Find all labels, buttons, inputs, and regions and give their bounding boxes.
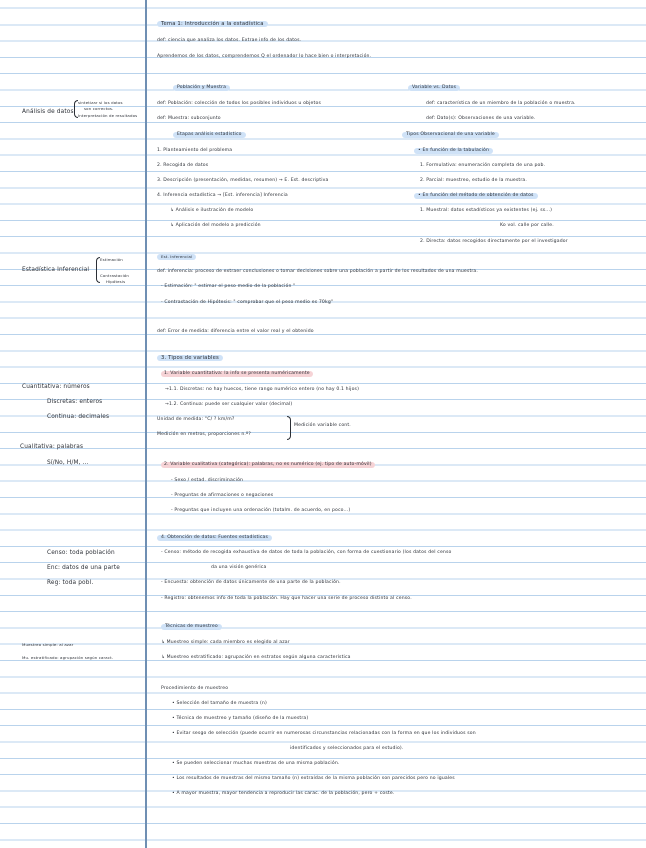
note-line: 3. Tipos de variables: [157, 355, 223, 361]
note-line: • A mayor muestra, mayor tendencia a reproducir las carac. de la población, pero + coste.: [172, 791, 395, 796]
brace-medicion: [287, 416, 291, 440]
margin-line: [145, 0, 147, 848]
note-line: →1.1. Discretas: no hay huecos, tiene rango numérico entero (no hay 0.1 hijos): [165, 387, 360, 392]
note-line: 4. Inferencia estadística → [Est. inferencia] Inferencia: [157, 193, 288, 198]
margin-note-line: Muestreo simple: al azar: [22, 642, 74, 647]
note-line: Técnicas de muestreo: [161, 624, 222, 630]
note-line: 3. Descripción (presentación, medidas, resumen) → E. Est. descriptiva: [157, 178, 329, 183]
note-line: 1. Planteamiento del problema: [157, 148, 233, 153]
margin-note-line: Continua: decimales: [47, 414, 110, 420]
note-line: Medición en metros, proporciones n.º?: [157, 432, 251, 437]
note-line: def: Población: colección de todos los posibles individuos u objetos: [157, 101, 321, 106]
note-line: 1. Variable cuantitativa: la info se presenta numéricamente: [161, 371, 313, 377]
note-line: →1.2. Continua: puede ser cualquier valor (decimal): [165, 402, 293, 407]
note-line: - Sexo / estad. discriminación: [171, 478, 244, 483]
note-line: Etapas análisis estadístico: [173, 132, 246, 138]
note-line: Tipos Observacional de una variable: [402, 132, 499, 138]
note-line: • En función de la tabulación: [414, 148, 493, 154]
margin-note-line: Enc: datos de una parte: [47, 565, 120, 571]
margin-note-line: Contrastación: [100, 273, 130, 278]
note-line: da una visión genérica: [211, 565, 267, 570]
note-line: 2. Variable cualitativa (categórica): palabras, no es numérico (ej. tipo de auto-móvil): [161, 462, 375, 468]
note-line: def: ciencia que analiza los datos. Extrae info de los datos.: [157, 38, 302, 43]
note-line: • Técnica de muestreo y tamaño (diseño de la muestra): [172, 716, 309, 721]
margin-note-line: Cuantitativa: números: [22, 384, 90, 390]
note-line: 4. Obtención de datos: Fuentes estadísticas: [157, 535, 272, 541]
note-line: - Preguntas que incluyen una ordenación (totalm. de acuerdo, en poco...): [171, 508, 351, 513]
margin-note-line: Mu. estratificado: agrupación según caract.: [22, 655, 114, 660]
note-line: Est. Inferencial: [157, 254, 196, 260]
note-line: • Selección del tamaño de muestra (n): [172, 701, 267, 706]
note-line: ↳ Aplicación del modelo a predicción: [170, 223, 261, 228]
margin-note-line: Interpretación de resultados: [78, 113, 138, 118]
margin-note-line: Cualitativa: palabras: [20, 444, 84, 450]
note-line: - Estimación: " estimar el peso medio de la población ": [161, 284, 296, 289]
note-line: • Se pueden seleccionar muchas muestras de una misma población.: [172, 761, 340, 766]
note-line: 1. Muestral: datos estadísticos ya existentes (ej. ss...): [420, 208, 553, 213]
note-line: Población y Muestra: [173, 85, 230, 91]
margin-note-line: Análisis de datos: [22, 109, 74, 115]
note-line: Medición variable cont.: [294, 423, 351, 428]
margin-note-line: Censo: toda población: [47, 550, 115, 556]
note-line: ↳ Muestreo estratificado: agrupación en estratos según alguna característica: [161, 655, 351, 660]
note-line: identificados y seleccionados para el estudio).: [290, 746, 404, 751]
note-line: - Encuesta: obtención de datos únicamente de una parte de la población.: [161, 580, 341, 585]
margin-note-line: Reg: toda pobl.: [47, 580, 94, 586]
note-line: - Contrastación de Hipótesis: " comprobar que el peso medio es 70kg": [161, 300, 334, 305]
note-line: ↳ Muestreo simple: cada miembro es elegido al azar: [161, 640, 290, 645]
note-line: def: Muestra: subconjunto: [157, 116, 221, 121]
note-line: Unidad de medida: °C/ ? km/m?: [157, 417, 235, 422]
note-line: Tema 1: Introducción a la estadística: [157, 21, 268, 27]
note-line: • Evitar sesgo de selección (puede ocurrir en numerosas circunstancias relacionadas con la forma en que los individuos son: [172, 731, 476, 736]
note-line: 2. Parcial: muestreo, estudio de la muestra.: [420, 178, 527, 183]
note-line: Ko vol. calle por calle.: [500, 223, 554, 228]
note-line: def: Dato(s): Observaciones de una variable.: [426, 116, 536, 121]
note-line: 2. Recogida de datos: [157, 163, 209, 168]
margin-note-line: Discretas: enteros: [47, 399, 103, 405]
margin-note-line: Estimación: [100, 257, 123, 262]
note-line: - Registro: obtenemos info de toda la población. Hay que hacer una serie de proceso distinto al censo.: [161, 596, 412, 601]
note-line: ↳ Análisis e ilustración de modelo: [170, 208, 254, 213]
margin-note-line: son correctos.: [84, 106, 114, 111]
note-line: def: Error de medida: diferencia entre el valor real y el obtenido: [157, 329, 314, 334]
note-line: - Censo: método de recogida exhaustiva de datos de toda la población, con forma de cuestionario (los datos del censo: [161, 550, 452, 555]
note-line: 2. Directa: datos recogidos directamente por el investigador: [420, 239, 568, 244]
note-line: def. inferencia: proceso de extraer conclusiones o tomar decisiones sobre una población a partir de los resultados de una muestra.: [157, 269, 479, 274]
note-line: • Los resultados de muestras del mismo tamaño (n) extraídas de la misma población son parecidos pero no iguales: [172, 776, 455, 781]
note-line: • En función del método de obtención de datos: [414, 193, 538, 199]
note-line: Procedimiento de muestreo: [161, 686, 229, 691]
note-line: Aprendemos de los datos, comprendemos Q el ordenador lo hace bien o interpretación.: [157, 54, 372, 59]
note-line: 1. Formulativa: enumeración completa de una pob.: [420, 163, 546, 168]
margin-note-line: Hipótesis: [106, 279, 126, 284]
margin-note-line: sintetizar si los datos: [78, 100, 123, 105]
margin-note-line: Estadística Inferencial: [22, 267, 90, 273]
note-line: def: característica de un miembro de la población o muestra.: [426, 101, 576, 106]
margin-note-line: Sí/No, H/M, ...: [47, 460, 89, 466]
note-line: - Preguntas de afirmaciones o negaciones: [171, 493, 274, 498]
note-line: Variable vs. Datos: [408, 85, 460, 91]
